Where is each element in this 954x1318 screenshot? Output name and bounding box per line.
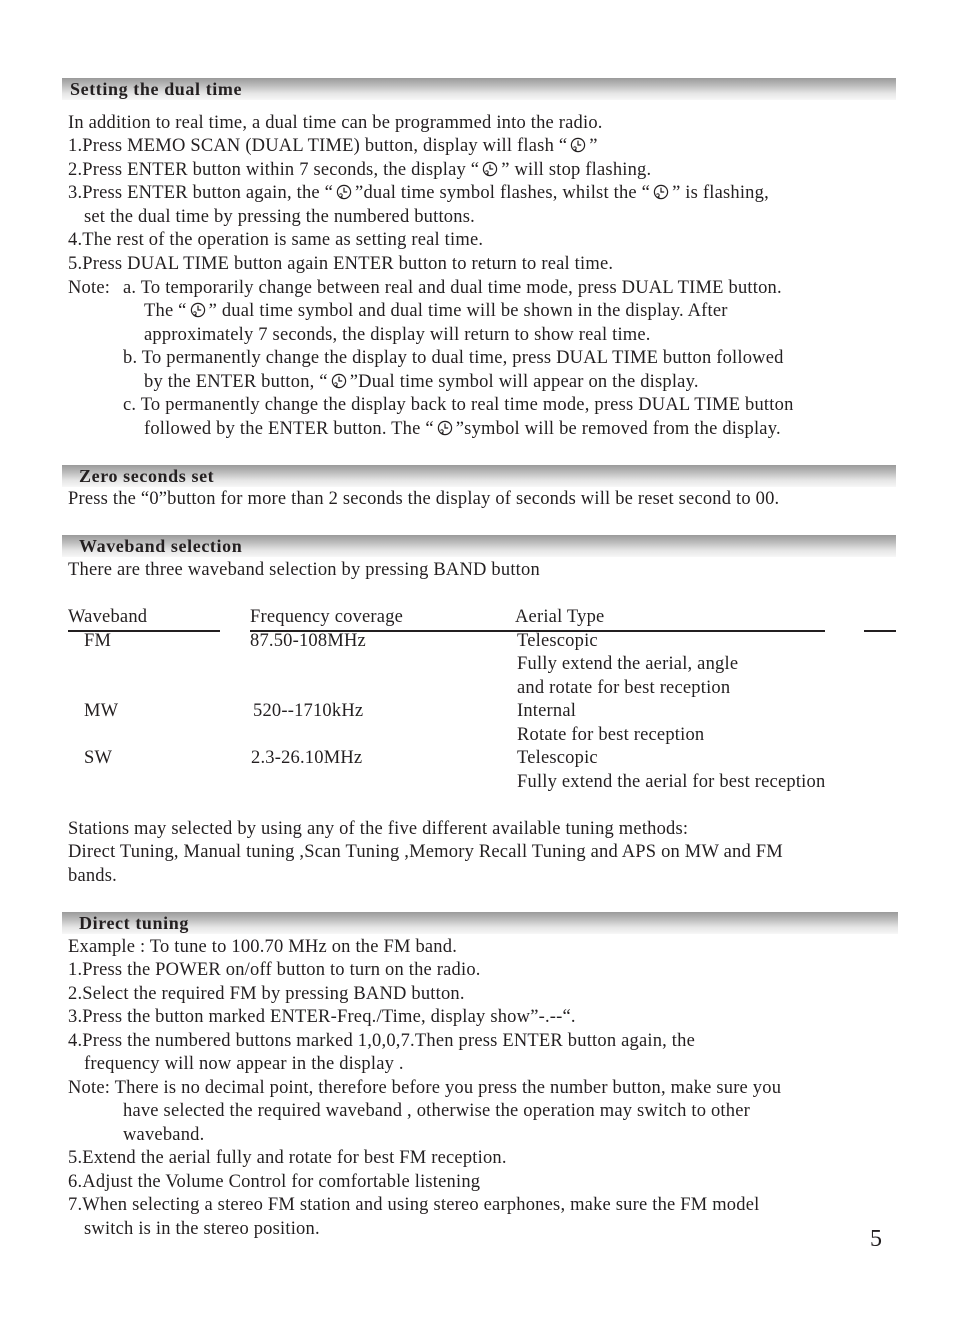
step-3-continued: set the dual time by pressing the numbered buttons. [84,207,475,227]
table-cell-band: SW [84,748,113,768]
dual-time-icon [437,420,453,436]
step-2: 2.Press ENTER button within 7 seconds, the display “ ” will stop flashing. [68,160,652,180]
step-7-continued: switch is in the stereo position. [84,1219,320,1239]
note-label: Note: [68,278,111,298]
note-b-line-2: by the ENTER button, “ ”Dual time symbol will appear on the display. [144,372,699,392]
dual-time-icon [336,184,352,200]
table-cell-band: FM [84,631,112,651]
paragraph: Press the “0”button for more than 2 seconds the display of seconds will be reset second to 00. [68,489,780,509]
section-title: Waveband selection [79,536,243,556]
table-cell-band: MW [84,701,119,721]
section-title: Direct tuning [79,913,189,933]
table-cell-aerial: Fully extend the aerial for best reception [517,772,826,792]
table-header-frequency: Frequency coverage [250,607,404,627]
table-cell-aerial: Rotate for best reception [517,725,705,745]
step-7: 7.When selecting a stereo FM station and using stereo earphones, make sure the FM model [68,1195,760,1215]
note-c-line-1: c. To permanently change the display back to real time mode, press DUAL TIME button [123,395,794,415]
step-3: 3.Press the button marked ENTER-Freq./Time, display show”-.--“. [68,1007,576,1027]
section-header-waveband [62,535,896,557]
note-a-line-2: The “ ” dual time symbol and dual time will be shown in the display. After [144,301,728,321]
step-5: 5.Extend the aerial fully and rotate for best FM reception. [68,1148,507,1168]
section-header-zero-seconds [62,465,896,487]
table-cell-aerial: Fully extend the aerial, angle [517,654,739,674]
paragraph: Stations may selected by using any of the five different available tuning methods: [68,819,689,839]
step-5: 5.Press DUAL TIME button again ENTER button to return to real time. [68,254,614,274]
section-header-dual-time [62,78,896,100]
step-6: 6.Adjust the Volume Control for comfortable listening [68,1172,481,1192]
note-line-3: waveband. [123,1125,205,1145]
table-cell-aerial: and rotate for best reception [517,678,731,698]
paragraph: Direct Tuning, Manual tuning ,Scan Tuning ,Memory Recall Tuning and APS on MW and FM [68,842,783,862]
note-line-2: have selected the required waveband , otherwise the operation may switch to other [123,1101,750,1121]
step-1: 1.Press MEMO SCAN (DUAL TIME) button, display will flash “ ” [68,136,598,156]
note-b-line-1: b. To permanently change the display to dual time, press DUAL TIME button followed [123,348,784,368]
step-4-continued: frequency will now appear in the display . [84,1054,404,1074]
paragraph: In addition to real time, a dual time can be programmed into the radio. [68,113,603,133]
section-title: Setting the dual time [70,79,243,99]
step-4: 4.Press the numbered buttons marked 1,0,0,7.Then press ENTER button again, the [68,1031,696,1051]
note-a-line-3: approximately 7 seconds, the display will return to show real time. [144,325,651,345]
dual-time-icon [331,373,347,389]
paragraph: Example : To tune to 100.70 MHz on the FM band. [68,937,458,957]
step-2: 2.Select the required FM by pressing BAND button. [68,984,465,1004]
table-rule [864,630,896,632]
dual-time-icon [570,137,586,153]
table-cell-aerial: Telescopic [517,631,598,651]
table-cell-frequency: 87.50-108MHz [250,631,366,651]
paragraph: bands. [68,866,117,886]
table-cell-aerial: Telescopic [517,748,598,768]
dual-time-icon [190,302,206,318]
table-header-waveband: Waveband [68,607,148,627]
note-a-line-1: a. To temporarily change between real and dual time mode, press DUAL TIME button. [123,278,782,298]
step-1: 1.Press the POWER on/off button to turn on the radio. [68,960,481,980]
table-cell-frequency: 520--1710kHz [253,701,364,721]
page-number: 5 [870,1226,883,1252]
table-cell-frequency: 2.3-26.10MHz [251,748,363,768]
note-c-line-2: followed by the ENTER button. The “ ”symbol will be removed from the display. [144,419,781,439]
step-4: 4.The rest of the operation is same as setting real time. [68,230,484,250]
section-title: Zero seconds set [79,466,215,486]
table-header-aerial: Aerial Type [515,607,605,627]
note-line-1: Note: There is no decimal point, therefore before you press the number button, make sure you [68,1078,782,1098]
dual-time-icon [653,184,669,200]
dual-time-icon [482,161,498,177]
table-cell-aerial: Internal [517,701,577,721]
step-3: 3.Press ENTER button again, the “ ”dual time symbol flashes, whilst the “ ” is flashing, [68,183,769,203]
section-header-direct-tuning [62,912,898,934]
paragraph: There are three waveband selection by pressing BAND button [68,560,540,580]
